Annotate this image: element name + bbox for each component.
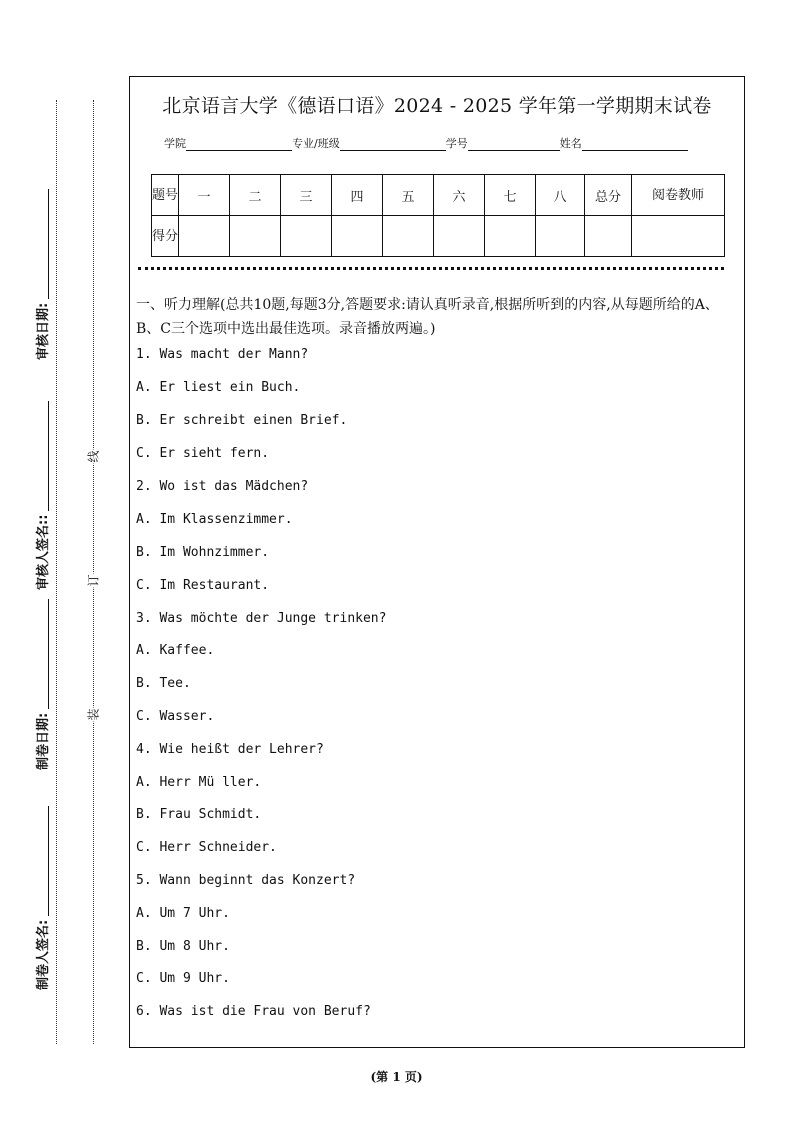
make-date-label: 制卷日期: [36, 712, 51, 770]
maker-sign-blank [34, 806, 49, 916]
student-info-row [164, 135, 688, 151]
make-date-field [32, 599, 51, 770]
question-line: 2. Wo ist das Mädchen? [136, 479, 309, 494]
make-date-blank [34, 599, 49, 709]
col-total: 总分 [585, 175, 632, 216]
review-date-blank [34, 189, 49, 299]
question-line: A. Um 7 Uhr. [136, 906, 230, 921]
col-5: 五 [383, 175, 434, 216]
question-line: B. Tee. [136, 676, 191, 691]
question-line: C. Er sieht fern. [136, 446, 270, 461]
score-cell-grader[interactable] [632, 216, 725, 257]
review-date-field [32, 189, 51, 360]
question-line: 3. Was möchte der Junge trinken? [136, 611, 387, 626]
question-line: A. Kaffee. [136, 643, 215, 658]
score-cell-7[interactable] [485, 216, 536, 257]
review-date-label: 审核日期: [36, 302, 51, 360]
question-line: A. Im Klassenzimmer. [136, 512, 293, 527]
score-table-score-row [152, 216, 725, 257]
score-cell-4[interactable] [332, 216, 383, 257]
col-1: 一 [179, 175, 230, 216]
reviewer-sign-field [32, 401, 51, 590]
binding-dotted-line-inner [93, 100, 94, 1044]
reviewer-sign-blank [34, 401, 49, 511]
exam-frame [129, 76, 745, 1048]
binding-char-ding: 订 [86, 574, 101, 587]
score-cell-8[interactable] [536, 216, 585, 257]
score-table-header-row [152, 175, 725, 216]
col-6: 六 [434, 175, 485, 216]
question-line: A. Er liest ein Buch. [136, 380, 301, 395]
score-cell-3[interactable] [281, 216, 332, 257]
question-line: B. Er schreibt einen Brief. [136, 413, 348, 428]
question-line: B. Frau Schmidt. [136, 807, 262, 822]
question-line: B. Im Wohnzimmer. [136, 545, 270, 560]
maker-sign-label: 制卷人签名: [36, 919, 51, 990]
score-label-cell: 得分 [152, 216, 179, 257]
reviewer-sign-label: 审核人签名:: [36, 514, 51, 590]
col-3: 三 [281, 175, 332, 216]
question-line: C. Im Restaurant. [136, 578, 270, 593]
question-line: C. Wasser. [136, 709, 215, 724]
question-line: C. Herr Schneider. [136, 840, 277, 855]
major-label: 专业/班级 [292, 137, 340, 150]
score-cell-total[interactable] [585, 216, 632, 257]
score-cell-5[interactable] [383, 216, 434, 257]
binding-char-xian: 线 [86, 450, 101, 463]
page-number: (第 1 页) [370, 1070, 423, 1084]
student-no-label: 学号 [445, 137, 468, 150]
question-line: 1. Was macht der Mann? [136, 347, 309, 362]
question-line: 5. Wann beginnt das Konzert? [136, 873, 356, 888]
score-cell-6[interactable] [434, 216, 485, 257]
question-line: A. Herr Mü ller. [136, 775, 262, 790]
name-blank[interactable] [582, 138, 688, 151]
major-blank[interactable] [340, 138, 446, 151]
score-cell-2[interactable] [230, 216, 281, 257]
question-line: 4. Wie heißt der Lehrer? [136, 742, 324, 757]
school-label: 学院 [164, 137, 186, 150]
score-cell-1[interactable] [179, 216, 230, 257]
maker-sign-field [32, 806, 51, 990]
col-grader: 阅卷教师 [632, 175, 725, 216]
header-label-cell: 题号 [152, 175, 179, 216]
name-label: 姓名 [559, 137, 582, 150]
section-1-heading: 一、听力理解(总共10题,每题3分,答题要求:请认真听录音,根据所听到的内容,从每题所给的A、B、C三个选项中选出最佳选项。录音播放两遍。) [136, 297, 719, 337]
score-table [151, 174, 725, 257]
school-blank[interactable] [186, 138, 292, 151]
seal-dotted-divider [138, 267, 724, 270]
col-8: 八 [536, 175, 585, 216]
student-no-blank[interactable] [468, 138, 560, 151]
exam-title: 北京语言大学《德语口语》2024 - 2025 学年第一学期期末试卷 [162, 95, 712, 117]
col-7: 七 [485, 175, 536, 216]
question-line: B. Um 8 Uhr. [136, 939, 230, 954]
question-line: 6. Was ist die Frau von Beruf? [136, 1004, 371, 1019]
col-4: 四 [332, 175, 383, 216]
question-line: C. Um 9 Uhr. [136, 971, 230, 986]
binding-dotted-line-outer [56, 100, 57, 1044]
binding-char-zhuang: 装 [86, 708, 101, 721]
col-2: 二 [230, 175, 281, 216]
